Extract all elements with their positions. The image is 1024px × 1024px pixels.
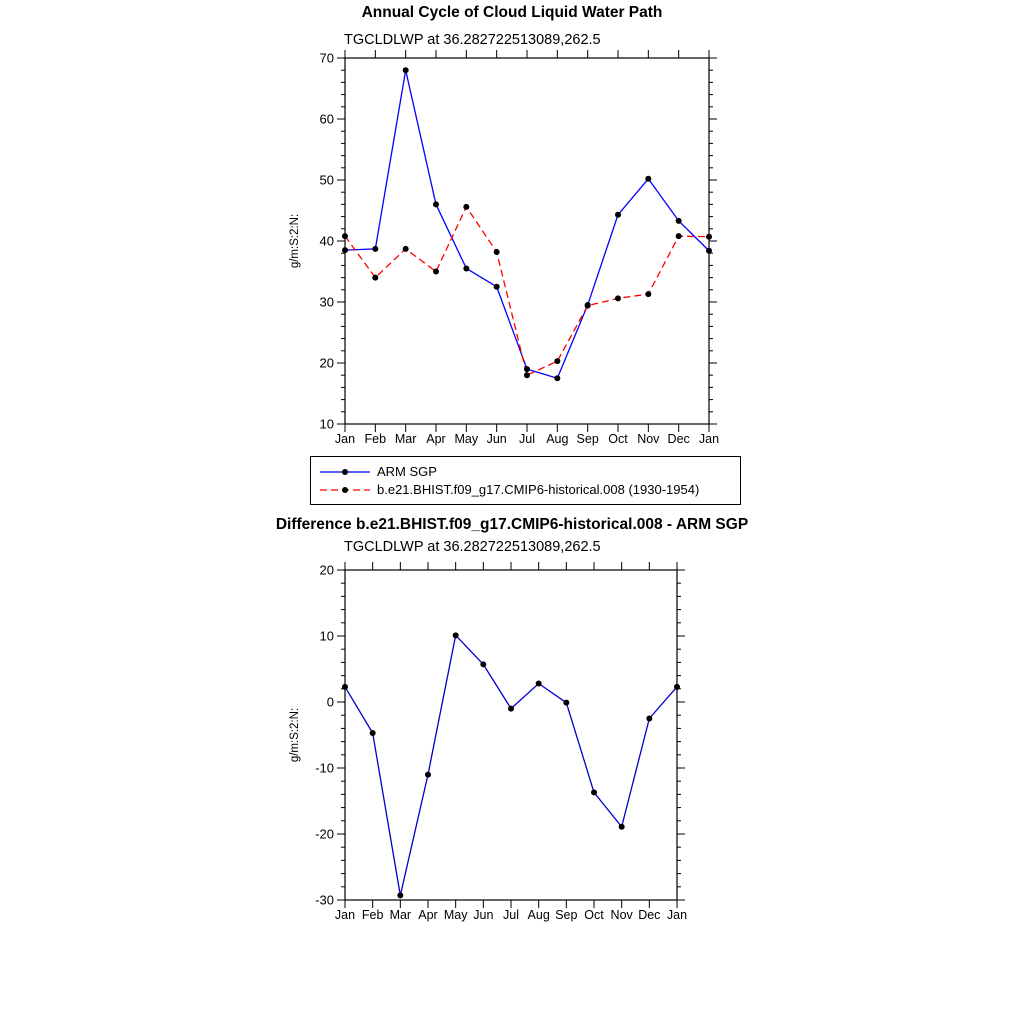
svg-text:20: 20 (319, 355, 334, 371)
svg-text:Jul: Jul (519, 432, 535, 446)
svg-text:Jan: Jan (698, 432, 720, 446)
legend-entry-model (319, 482, 740, 497)
svg-text:60: 60 (319, 111, 334, 127)
svg-text:Dec: Dec (638, 908, 661, 922)
svg-text:Oct: Oct (608, 432, 628, 446)
top-chart-title: Annual Cycle of Cloud Liquid Water Path (361, 4, 663, 21)
svg-text:30: 30 (319, 294, 334, 310)
svg-text:70: 70 (319, 50, 334, 66)
top-chart-subtitle: TGCLDLWP at 36.282722513089,262.5 (344, 32, 601, 48)
svg-text:Jan: Jan (334, 432, 356, 446)
svg-text:10: 10 (319, 416, 334, 432)
svg-text:Feb: Feb (361, 908, 384, 922)
svg-text:Sep: Sep (576, 432, 599, 446)
svg-text:-30: -30 (315, 892, 334, 908)
svg-text:40: 40 (319, 233, 334, 249)
legend-entry-arm-sgp (319, 464, 740, 479)
svg-text:10: 10 (319, 628, 334, 644)
legend-label-model: b.e21.BHIST.f09_g17.CMIP6-historical.008 (1930-1954) (377, 482, 700, 497)
svg-text:20: 20 (319, 562, 334, 578)
svg-text:Jan: Jan (666, 908, 688, 922)
svg-text:Jun: Jun (486, 432, 507, 446)
svg-text:Mar: Mar (394, 432, 417, 446)
svg-text:Aug: Aug (527, 908, 550, 922)
svg-text:-20: -20 (315, 826, 334, 842)
svg-text:Aug: Aug (546, 432, 569, 446)
svg-text:-10: -10 (315, 760, 334, 776)
svg-text:Oct: Oct (584, 908, 604, 922)
bottom-chart-title: Difference b.e21.BHIST.f09_g17.CMIP6-historical.008 - ARM SGP (275, 516, 749, 533)
svg-text:Jan: Jan (334, 908, 356, 922)
svg-text:g/m:S:2:N:: g/m:S:2:N: (289, 213, 301, 269)
legend-dashed-line-icon (319, 483, 371, 497)
svg-text:0: 0 (326, 694, 334, 710)
svg-text:Apr: Apr (426, 432, 446, 446)
svg-text:Apr: Apr (418, 908, 438, 922)
legend-solid-line-icon (319, 465, 371, 479)
bottom-chart-subtitle: TGCLDLWP at 36.282722513089,262.5 (344, 539, 601, 555)
svg-text:Jun: Jun (473, 908, 494, 922)
svg-text:May: May (443, 908, 468, 922)
svg-text:Sep: Sep (555, 908, 578, 922)
svg-text:May: May (454, 432, 479, 446)
legend-label-arm-sgp: ARM SGP (377, 464, 437, 479)
legend-box (310, 456, 741, 505)
svg-text:Nov: Nov (637, 432, 660, 446)
svg-text:Dec: Dec (667, 432, 690, 446)
svg-text:Feb: Feb (364, 432, 387, 446)
svg-text:g/m:S:2:N:: g/m:S:2:N: (289, 707, 301, 763)
svg-text:Mar: Mar (389, 908, 412, 922)
svg-text:50: 50 (319, 172, 334, 188)
svg-text:Jul: Jul (503, 908, 519, 922)
svg-text:Nov: Nov (610, 908, 633, 922)
